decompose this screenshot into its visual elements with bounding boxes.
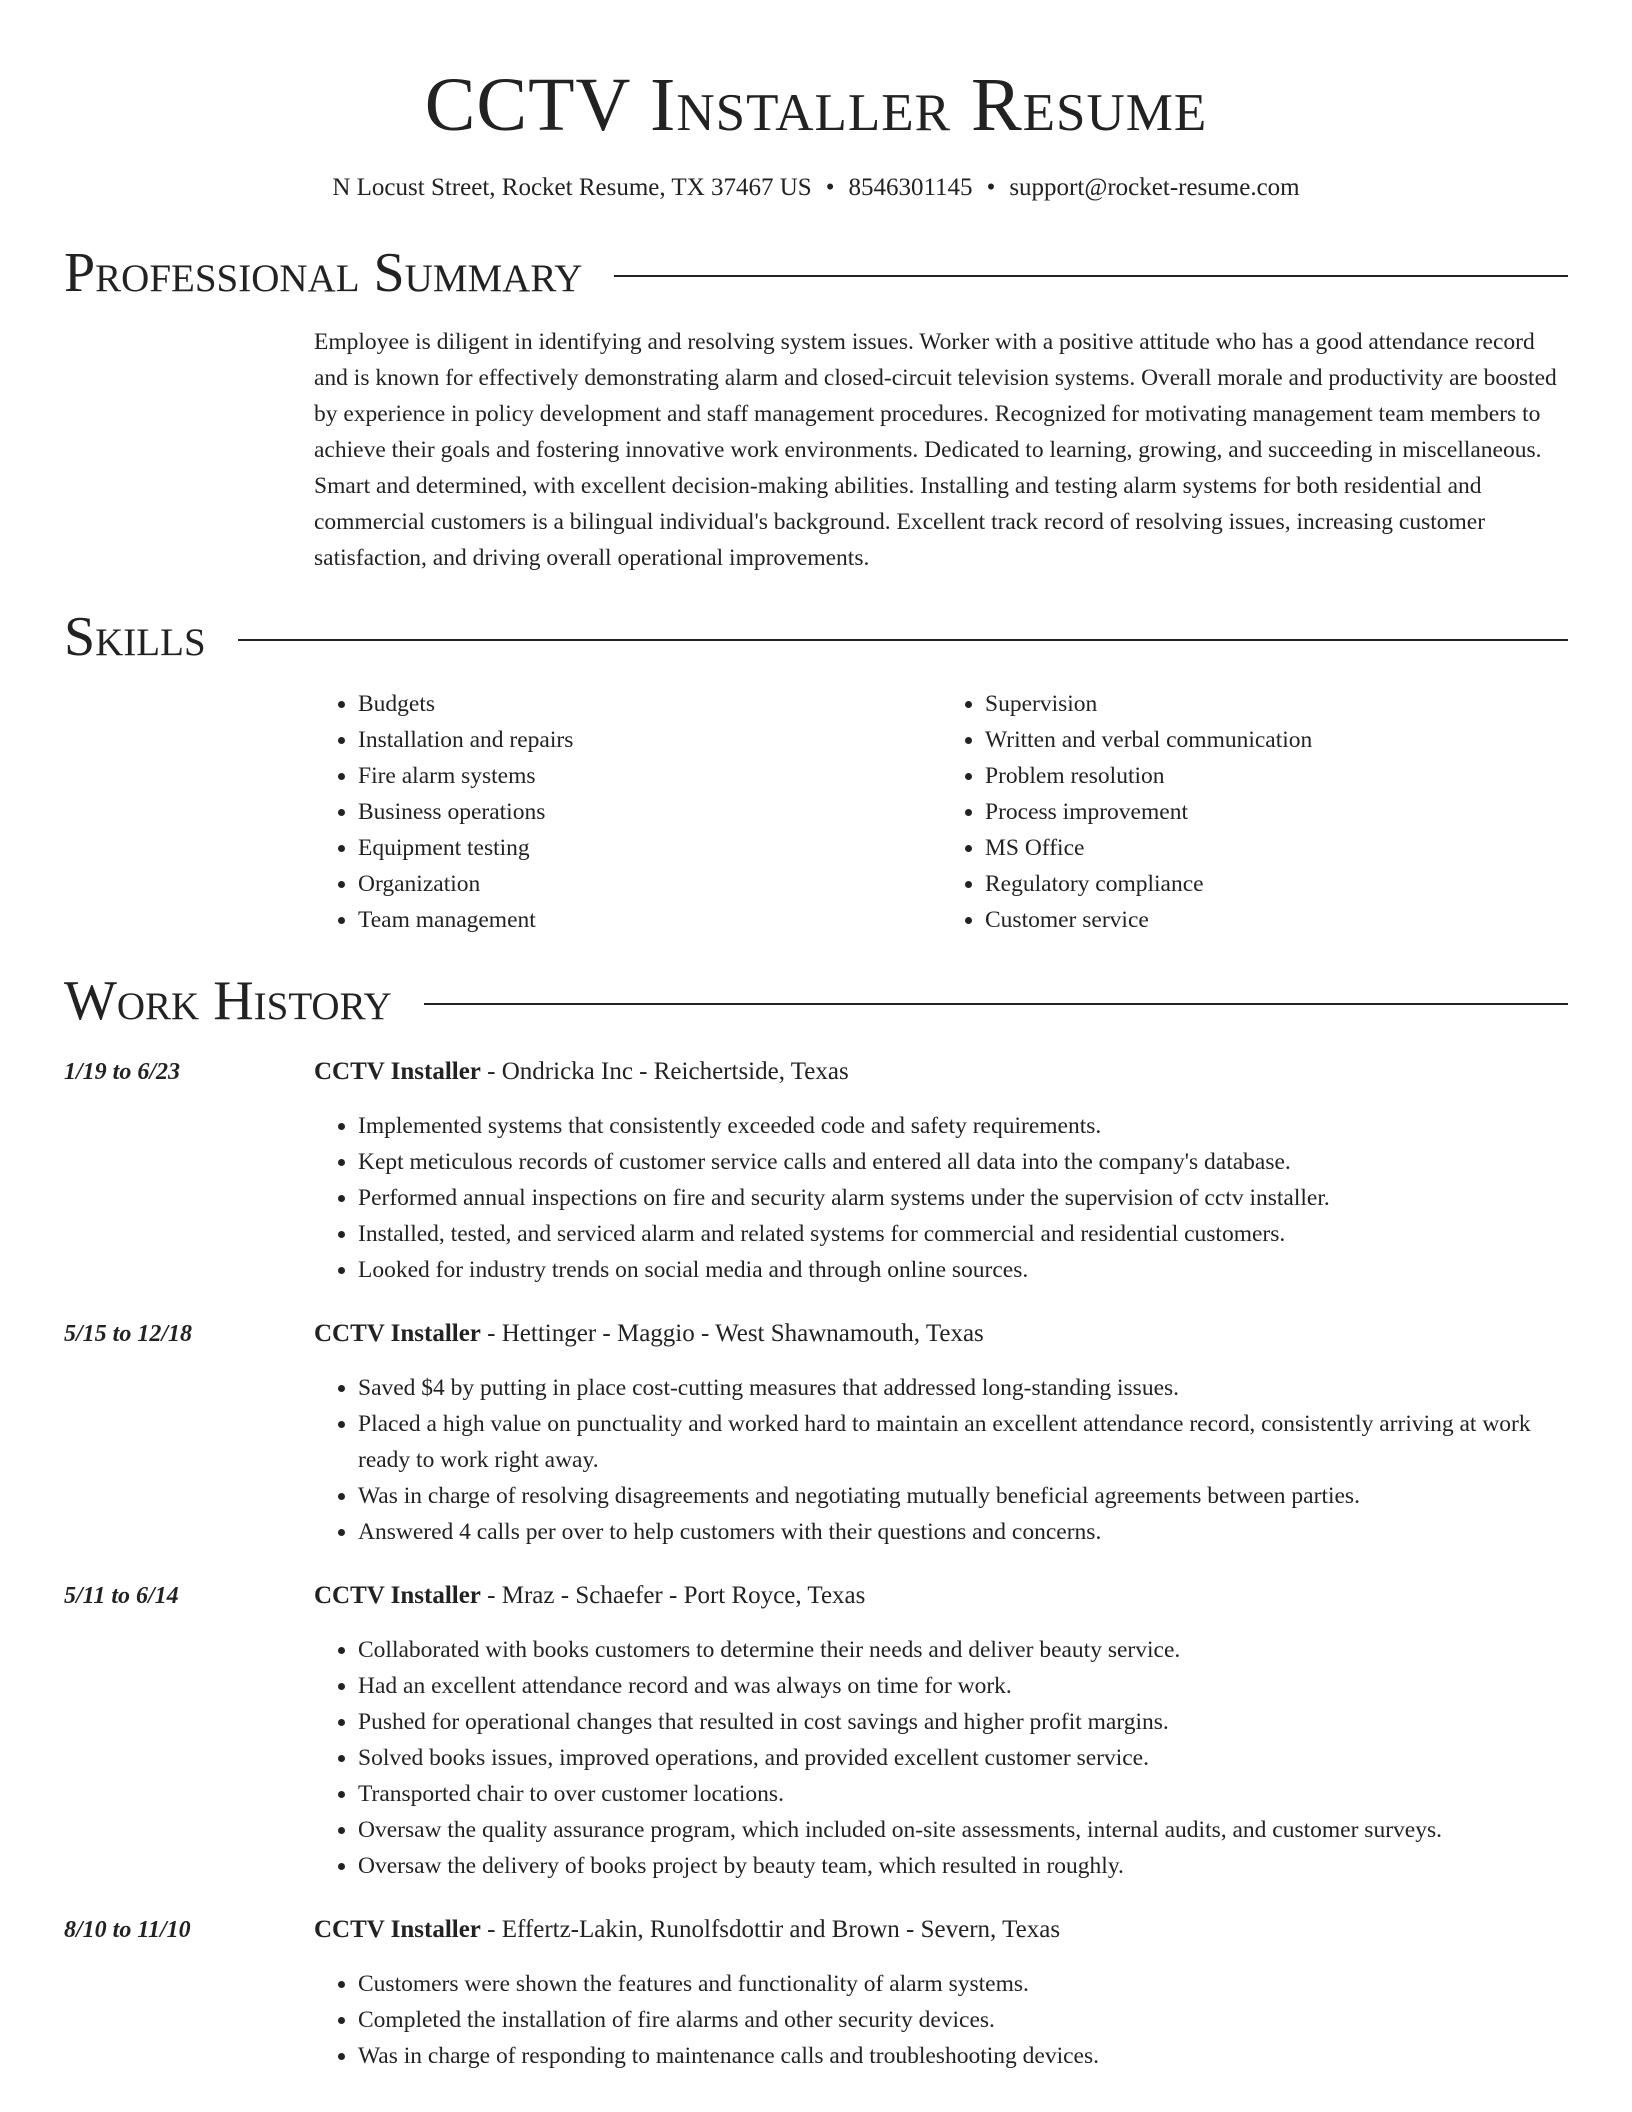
job-bullet: • Customers were shown the features and functionality of alarm systems.: [358, 1966, 1568, 2002]
job-entry: [64, 1316, 1568, 1550]
job-bullet: • Had an excellent attendance record and was always on time for work.: [358, 1668, 1568, 1704]
contact-separator: •: [986, 174, 996, 201]
skill-item: • Team management: [358, 902, 941, 938]
skill-item: • Equipment testing: [358, 830, 941, 866]
job-bullet-list: [314, 1966, 1568, 2074]
job-dates: 5/11 to 6/14: [64, 1583, 179, 1609]
job-title: CCTV Installer: [314, 1916, 481, 1943]
work-heading: Work History: [64, 970, 392, 1032]
job-title: CCTV Installer: [314, 1320, 481, 1347]
job-entry: [64, 1912, 1568, 2074]
skills-columns: [314, 686, 1568, 938]
job-bullet: • Completed the installation of fire alarms and other security devices.: [358, 2002, 1568, 2038]
job-entry: [64, 1054, 1568, 1288]
job-bullet: • Pushed for operational changes that resulted in cost savings and higher profit margins.: [358, 1704, 1568, 1740]
skill-item: • MS Office: [985, 830, 1568, 866]
job-bullet: • Performed annual inspections on fire and security alarm systems under the supervision of cctv installer.: [358, 1180, 1568, 1216]
job-bullet: • Saved $4 by putting in place cost-cutting measures that addressed long-standing issues.: [358, 1370, 1568, 1406]
skills-heading: Skills: [64, 606, 206, 668]
job-employer-location: - Hettinger - Maggio - West Shawnamouth, Texas: [480, 1320, 984, 1347]
skill-item: • Fire alarm systems: [358, 758, 941, 794]
job-dates: 1/19 to 6/23: [64, 1059, 181, 1085]
job-bullet: • Kept meticulous records of customer service calls and entered all data into the company's database.: [358, 1144, 1568, 1180]
job-employer-location: - Ondricka Inc - Reichertside, Texas: [480, 1058, 849, 1085]
summary-section-header: [64, 240, 1568, 306]
skill-item: • Problem resolution: [985, 758, 1568, 794]
job-bullet: • Oversaw the quality assurance program, which included on-site assessments, internal audits, and customer surveys.: [358, 1812, 1568, 1848]
skill-item: • Installation and repairs: [358, 722, 941, 758]
skill-item: • Business operations: [358, 794, 941, 830]
job-bullet-list: [314, 1108, 1568, 1288]
skill-item: • Process improvement: [985, 794, 1568, 830]
job-bullet: • Was in charge of resolving disagreements and negotiating mutually beneficial agreements between parties.: [358, 1478, 1568, 1514]
contact-line: [64, 172, 1568, 204]
job-bullet: • Answered 4 calls per over to help customers with their questions and concerns.: [358, 1514, 1568, 1550]
job-title: CCTV Installer: [314, 1582, 481, 1609]
resume-title: CCTV Installer Resume: [424, 63, 1208, 147]
contact-phone: 8546301145: [848, 174, 973, 201]
job-dates: 8/10 to 11/10: [64, 1917, 191, 1943]
section-divider: [614, 275, 1568, 277]
section-divider: [424, 1003, 1568, 1005]
job-bullet: • Implemented systems that consistently exceeded code and safety requirements.: [358, 1108, 1568, 1144]
job-heading: [314, 1316, 1568, 1352]
job-bullet: • Was in charge of responding to maintenance calls and troubleshooting devices.: [358, 2038, 1568, 2074]
contact-separator: •: [825, 174, 835, 201]
job-heading: [314, 1578, 1568, 1614]
job-bullet: • Transported chair to over customer locations.: [358, 1776, 1568, 1812]
job-heading: [314, 1054, 1568, 1090]
skill-item: • Written and verbal communication: [985, 722, 1568, 758]
work-section-header: [64, 968, 1568, 1034]
summary-heading: Professional Summary: [64, 242, 583, 304]
work-history-list: [64, 1054, 1568, 2074]
job-bullet: • Looked for industry trends on social media and through online sources.: [358, 1252, 1568, 1288]
job-bullet: • Collaborated with books customers to determine their needs and deliver beauty service.: [358, 1632, 1568, 1668]
skill-item: • Regulatory compliance: [985, 866, 1568, 902]
skills-section-header: [64, 604, 1568, 670]
contact-email: support@rocket-resume.com: [1009, 174, 1300, 201]
job-title: CCTV Installer: [314, 1058, 481, 1085]
job-bullet-list: [314, 1632, 1568, 1884]
contact-address: N Locust Street, Rocket Resume, TX 37467 US: [332, 174, 812, 201]
section-divider: [238, 639, 1568, 641]
job-bullet-list: [314, 1370, 1568, 1550]
skill-item: • Organization: [358, 866, 941, 902]
skill-item: • Supervision: [985, 686, 1568, 722]
job-body: [314, 1912, 1568, 2074]
job-body: [314, 1578, 1568, 1884]
job-body: [314, 1316, 1568, 1550]
job-bullet: • Solved books issues, improved operations, and provided excellent customer service.: [358, 1740, 1568, 1776]
job-body: [314, 1054, 1568, 1288]
job-dates: 5/15 to 12/18: [64, 1321, 193, 1347]
job-bullet: • Installed, tested, and serviced alarm and related systems for commercial and residential customers.: [358, 1216, 1568, 1252]
summary-text: Employee is diligent in identifying and resolving system issues. Worker with a positive attitude who has a good attendance record and is known for effectively demonstrating alarm and closed-circuit television systems. Overall morale and productivity are boosted by experience in policy development and staff management procedures. Recognized for motivating management team members to achieve their goals and fostering innovative work environments. Dedicated to learning, growing, and succeeding in miscellaneous. Smart and determined, with excellent decision-making abilities. Installing and testing alarm systems for both residential and commercial customers is a bilingual individual's background. Excellent track record of resolving issues, increasing customer satisfaction, and driving overall operational improvements.: [314, 329, 1557, 571]
job-bullet: • Oversaw the delivery of books project by beauty team, which resulted in roughly.: [358, 1848, 1568, 1884]
job-entry: [64, 1578, 1568, 1884]
job-employer-location: - Mraz - Schaefer - Port Royce, Texas: [480, 1582, 866, 1609]
job-bullet: • Placed a high value on punctuality and worked hard to maintain an excellent attendance record, consistently arriving at work ready to work right away.: [358, 1406, 1568, 1478]
skills-list-right: [941, 686, 1568, 938]
skill-item: • Customer service: [985, 902, 1568, 938]
skills-list-left: [314, 686, 941, 938]
job-heading: [314, 1912, 1568, 1948]
job-employer-location: - Effertz-Lakin, Runolfsdottir and Brown - Severn, Texas: [480, 1916, 1061, 1943]
skill-item: • Budgets: [358, 686, 941, 722]
